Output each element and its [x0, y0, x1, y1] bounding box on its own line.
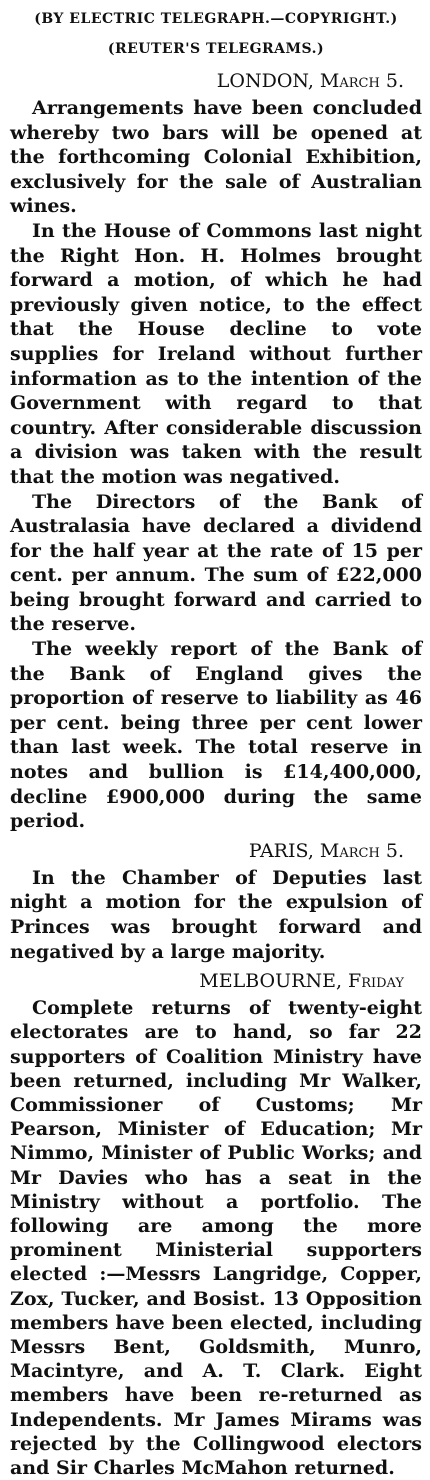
melbourne-section	[10, 966, 422, 1480]
london-section	[10, 66, 422, 834]
paragraph-exhibition-wines: Arrangements have been concluded whereby two bars will be opened at the forthcoming Colonial Exhibition, exclusively for the sale of Australian wines.	[10, 97, 422, 218]
dateline-melbourne: MELBOURNE, Friday	[199, 970, 404, 993]
dateline-paris: PARIS, March 5.	[248, 839, 404, 862]
paragraph-house-of-commons: In the House of Commons last night the Right Hon. H. Holmes brought forward a motion, of which he had previously given notice, to the effect that the House decline to vote supplies for Ireland without further information as to the intention of the Government with regard to that country. After considerable discussion a division was taken with the result that the motion was negatived.	[10, 219, 422, 488]
dateline-london: LONDON, March 5.	[216, 70, 404, 92]
paragraph-bank-of-england: The weekly report of the Bank of the Bank of England gives the proportion of reserve to liability as 46 per cent. being three per cent lower than last week. The total reserve in notes and bullion is £14,400,000, decline £900,000 during the same period.	[10, 638, 422, 833]
paragraph-chamber-of-deputies: In the Chamber of Deputies last night a motion for the expulsion of Princes was brought forward and negatived by a large majority.	[10, 866, 422, 963]
reuters-header: (REUTER'S TELEGRAMS.)	[107, 41, 325, 57]
paragraph-bank-australasia: The Directors of the Bank of Australasia have declared a dividend for the half year at the rate of 15 per cent. per annum. The sum of £22,000 being brought forward and carried to the reserve.	[10, 490, 422, 636]
telegraph-header: (BY ELECTRIC TELEGRAPH.—COPYRIGHT.)	[34, 11, 398, 27]
paragraph-election-returns: Complete returns of twenty-eight electorates are to hand, so far 22 supporters of Coalition Ministry have been returned, including Mr Walker, Commissioner of Customs; Mr Pearson, Minister of Education; Mr Nimmo, Minister of Public Works; and Mr Davies who has a seat in the Ministry without a portfolio. The following are among the more prominent Ministerial supporters elected :—Messrs Langridge, Copper, Zox, Tucker, and Bosist. 13 Opposition members have been elected, including Messrs Bent, Goldsmith, Munro, Macintyre, and A. T. Clark. Eight members have been re-returned as Independents. Mr James Mirams was rejected by the Collingwood electors and Sir Charles McMahon returned.	[10, 997, 422, 1480]
paris-section	[10, 836, 422, 964]
